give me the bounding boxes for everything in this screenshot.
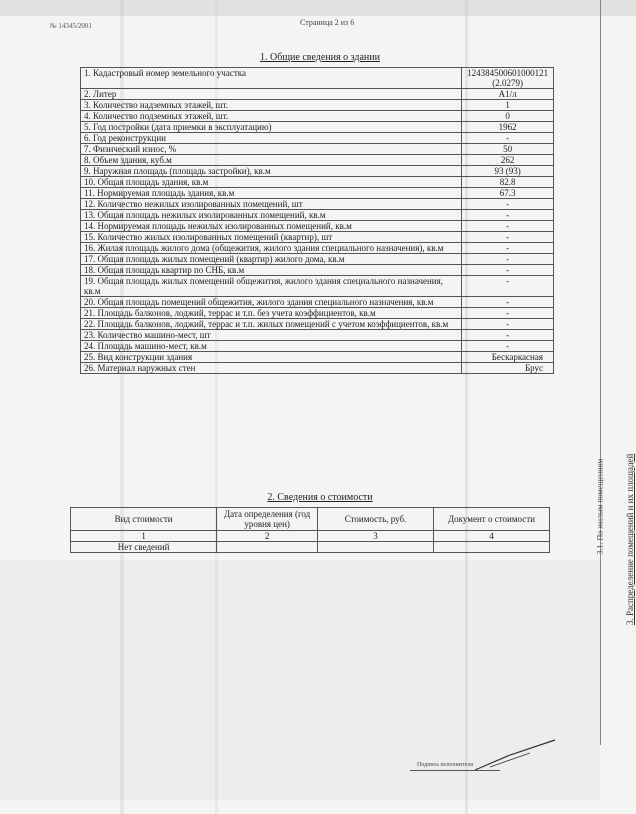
row-value: Бескаркасная — [462, 352, 554, 363]
row-label: 25. Вид конструкции здания — [81, 352, 462, 363]
table-row — [81, 210, 554, 221]
page-header: Страница 2 из 6 — [300, 18, 355, 27]
row-value: 262 — [462, 155, 554, 166]
row-value: 1 — [462, 100, 554, 111]
row-value: А1/л — [462, 89, 554, 100]
cost-table — [70, 507, 550, 553]
table-row — [81, 363, 554, 374]
row-label: 4. Количество подземных этажей, шт. — [81, 111, 462, 122]
table-row — [81, 155, 554, 166]
row-label: 11. Нормируемая площадь здания, кв.м — [81, 188, 462, 199]
date-cell — [217, 542, 318, 553]
table-row — [81, 166, 554, 177]
row-value: - — [462, 133, 554, 144]
row-value: 124384500601000121 (2.0279) — [462, 68, 554, 89]
row-value: 1962 — [462, 122, 554, 133]
row-value: 93 (93) — [462, 166, 554, 177]
row-value: - — [462, 254, 554, 265]
table-row — [81, 308, 554, 319]
row-label: 24. Площадь машино-мест, кв.м — [81, 341, 462, 352]
section1-title: 1. Общие сведения о здании — [260, 52, 380, 63]
row-label: 22. Площадь балконов, лоджий, террас и т.п. жилых помещений с учетом коэффициентов, кв.м — [81, 319, 462, 330]
table-header-row — [71, 508, 550, 531]
row-label: 21. Площадь балконов, лоджий, террас и т.п. без учета коэффициентов, кв.м — [81, 308, 462, 319]
building-info-table — [80, 67, 554, 374]
row-value: - — [462, 243, 554, 254]
row-value: 0 — [462, 111, 554, 122]
cost-type-cell: Нет сведений — [71, 542, 217, 553]
row-label: 8. Объем здания, куб.м — [81, 155, 462, 166]
side-section-subtitle: 3.1. По жилым помещениям — [595, 458, 605, 555]
col-number: 3 — [318, 531, 434, 542]
row-value: 67.3 — [462, 188, 554, 199]
row-value: - — [462, 221, 554, 232]
row-value: - — [462, 341, 554, 352]
table-number-row — [71, 531, 550, 542]
table-row — [81, 100, 554, 111]
row-label: 9. Наружная площадь (площадь застройки), кв.м — [81, 166, 462, 177]
col-header: Документ о стоимости — [434, 508, 550, 531]
table-row — [81, 297, 554, 308]
row-label: 19. Общая площадь жилых помещений общежития, жилого здания специального назначения, кв.м — [81, 276, 462, 297]
row-label: 23. Количество машино-мест, шт — [81, 330, 462, 341]
table-row — [81, 330, 554, 341]
row-value: - — [462, 232, 554, 243]
table-row — [71, 542, 550, 553]
table-row — [81, 265, 554, 276]
row-label: 1. Кадастровый номер земельного участка — [81, 68, 462, 89]
col-number: 4 — [434, 531, 550, 542]
signature-mark — [470, 735, 560, 775]
row-label: 5. Год постройки (дата приемки в эксплуатацию) — [81, 122, 462, 133]
row-value: - — [462, 308, 554, 319]
table-row — [81, 243, 554, 254]
row-label: 26. Материал наружных стен — [81, 363, 462, 374]
table-row — [81, 341, 554, 352]
document-number: № 14345/2001 — [50, 22, 92, 30]
signature-label: Подпись исполнителя — [417, 762, 473, 768]
row-label: 10. Общая площадь здания, кв.м — [81, 177, 462, 188]
table-row — [81, 89, 554, 100]
row-label: 16. Жилая площадь жилого дома (общежития, жилого здания специального назначения), кв.м — [81, 243, 462, 254]
signature-line — [410, 770, 500, 771]
row-value: - — [462, 330, 554, 341]
section2-title: 2. Сведения о стоимости — [267, 492, 373, 503]
cost-cell — [318, 542, 434, 553]
row-value: - — [462, 199, 554, 210]
row-value: - — [462, 265, 554, 276]
table-row — [81, 133, 554, 144]
col-number: 2 — [217, 531, 318, 542]
col-header: Стоимость, руб. — [318, 508, 434, 531]
table-row — [81, 144, 554, 155]
document-cell — [434, 542, 550, 553]
col-number: 1 — [71, 531, 217, 542]
row-value: - — [462, 297, 554, 308]
row-value: - — [462, 319, 554, 330]
table-row — [81, 199, 554, 210]
row-label: 2. Литер — [81, 89, 462, 100]
row-label: 14. Нормируемая площадь нежилых изолированных помещений, кв.м — [81, 221, 462, 232]
row-label: 18. Общая площадь квартир по СНБ, кв.м — [81, 265, 462, 276]
col-header: Дата определения (год уровня цен) — [217, 508, 318, 531]
table-row — [81, 177, 554, 188]
row-label: 15. Количество жилых изолированных помещений (квартир), шт — [81, 232, 462, 243]
row-value: - — [462, 210, 554, 221]
table-row — [81, 68, 554, 89]
col-header: Вид стоимости — [71, 508, 217, 531]
row-label: 3. Количество надземных этажей, шт. — [81, 100, 462, 111]
row-label: 20. Общая площадь помещений общежития, жилого здания специального назначения, кв.м — [81, 297, 462, 308]
table-row — [81, 111, 554, 122]
side-section-title: 3. Распределение помещений и их площадей — [625, 453, 635, 625]
row-label: 6. Год реконструкции — [81, 133, 462, 144]
table-row — [81, 276, 554, 297]
table-row — [81, 188, 554, 199]
row-value: 82.8 — [462, 177, 554, 188]
row-value: - — [462, 276, 554, 297]
table-row — [81, 232, 554, 243]
table-row — [81, 352, 554, 363]
row-label: 7. Физический износ, % — [81, 144, 462, 155]
row-label: 13. Общая площадь нежилых изолированных помещений, кв.м — [81, 210, 462, 221]
row-label: 12. Количество нежилых изолированных помещений, шт — [81, 199, 462, 210]
row-value: 50 — [462, 144, 554, 155]
row-value: Брус — [462, 363, 554, 374]
table-row — [81, 254, 554, 265]
table-row — [81, 319, 554, 330]
table-row — [81, 122, 554, 133]
row-label: 17. Общая площадь жилых помещений (квартир) жилого дома, кв.м — [81, 254, 462, 265]
table-row — [81, 221, 554, 232]
scan-noise-top — [0, 0, 636, 16]
